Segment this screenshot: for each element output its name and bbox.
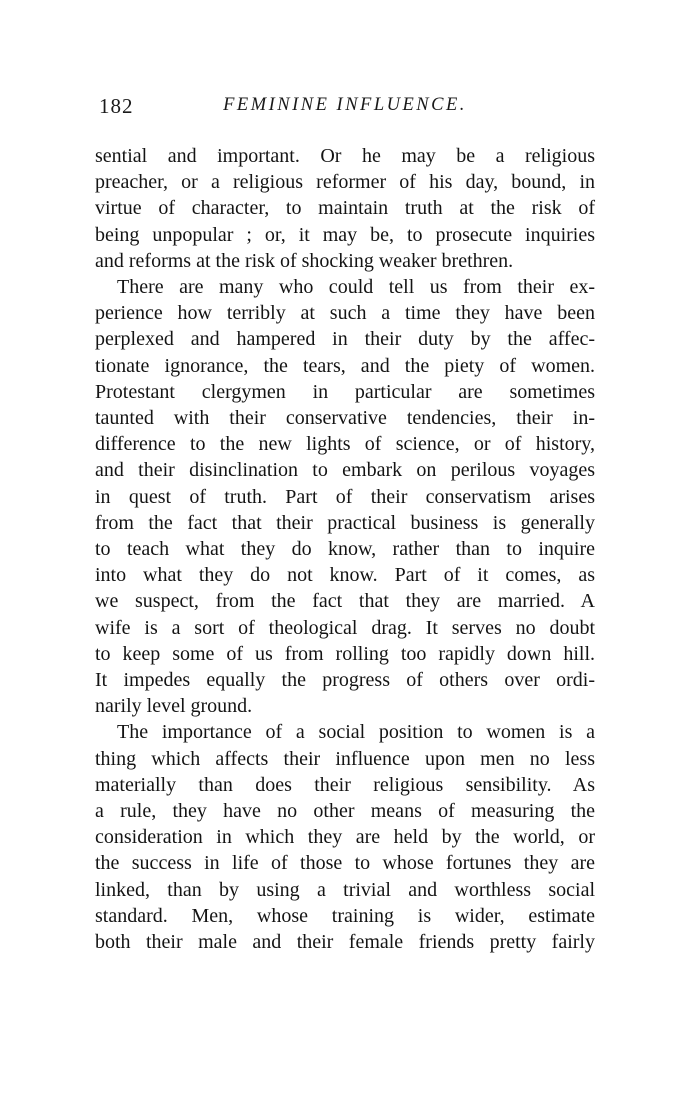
text-line: into what they do not know. Part of it comes, as (95, 564, 595, 587)
page-body (95, 143, 595, 955)
text-block (95, 94, 595, 955)
text-line: taunted with their conservative tendencies, their in- (95, 407, 595, 430)
text-line: perience how terribly at such a time they have been (95, 302, 595, 325)
text-line: It impedes equally the progress of others over ordi- (95, 669, 595, 692)
text-line: Protestant clergymen in particular are sometimes (95, 380, 595, 403)
text-line: in quest of truth. Part of their conservatism arises (95, 485, 595, 508)
text-line: to teach what they do know, rather than to inquire (95, 538, 595, 561)
text-line: being unpopular ; or, it may be, to prosecute inquiries (95, 223, 595, 246)
page-number: 182 (99, 94, 134, 118)
text-line: both their male and their female friends pretty fairly (95, 931, 595, 954)
text-line: the success in life of those to whose fortunes they are (95, 852, 595, 875)
text-line: preacher, or a religious reformer of his day, bound, in (95, 171, 595, 194)
text-line: standard. Men, whose training is wider, estimate (95, 904, 595, 927)
text-line: virtue of character, to maintain truth at the risk of (95, 197, 595, 220)
text-line: sential and important. Or he may be a religious (95, 145, 595, 167)
text-line: and their disinclination to embark on perilous voyages (95, 459, 595, 482)
text-line: we suspect, from the fact that they are married. A (95, 590, 595, 613)
text-line: The importance of a social position to women is a (117, 721, 595, 744)
text-line: There are many who could tell us from their ex- (117, 276, 595, 299)
text-line: and reforms at the risk of shocking weaker brethren. (95, 249, 514, 272)
text-line: perplexed and hampered in their duty by the affec- (95, 328, 595, 351)
text-line: difference to the new lights of science, or of history, (95, 433, 595, 456)
text-line: tionate ignorance, the tears, and the piety of women. (95, 354, 595, 377)
text-line: to keep some of us from rolling too rapidly down hill. (95, 642, 595, 665)
text-line: a rule, they have no other means of measuring the (95, 800, 595, 823)
running-title: FEMININE INFLUENCE. (223, 95, 467, 115)
text-line: materially than does their religious sensibility. As (95, 773, 595, 796)
text-line: from the fact that their practical business is generally (95, 511, 595, 534)
text-line: narily level ground. (95, 695, 253, 718)
text-line: linked, than by using a trivial and worthless social (95, 878, 595, 901)
text-line: wife is a sort of theological drag. It serves no doubt (95, 616, 595, 639)
text-line: consideration in which they are held by the world, or (95, 826, 595, 849)
page-header (95, 94, 595, 122)
text-line: thing which affects their influence upon men no less (95, 747, 595, 770)
